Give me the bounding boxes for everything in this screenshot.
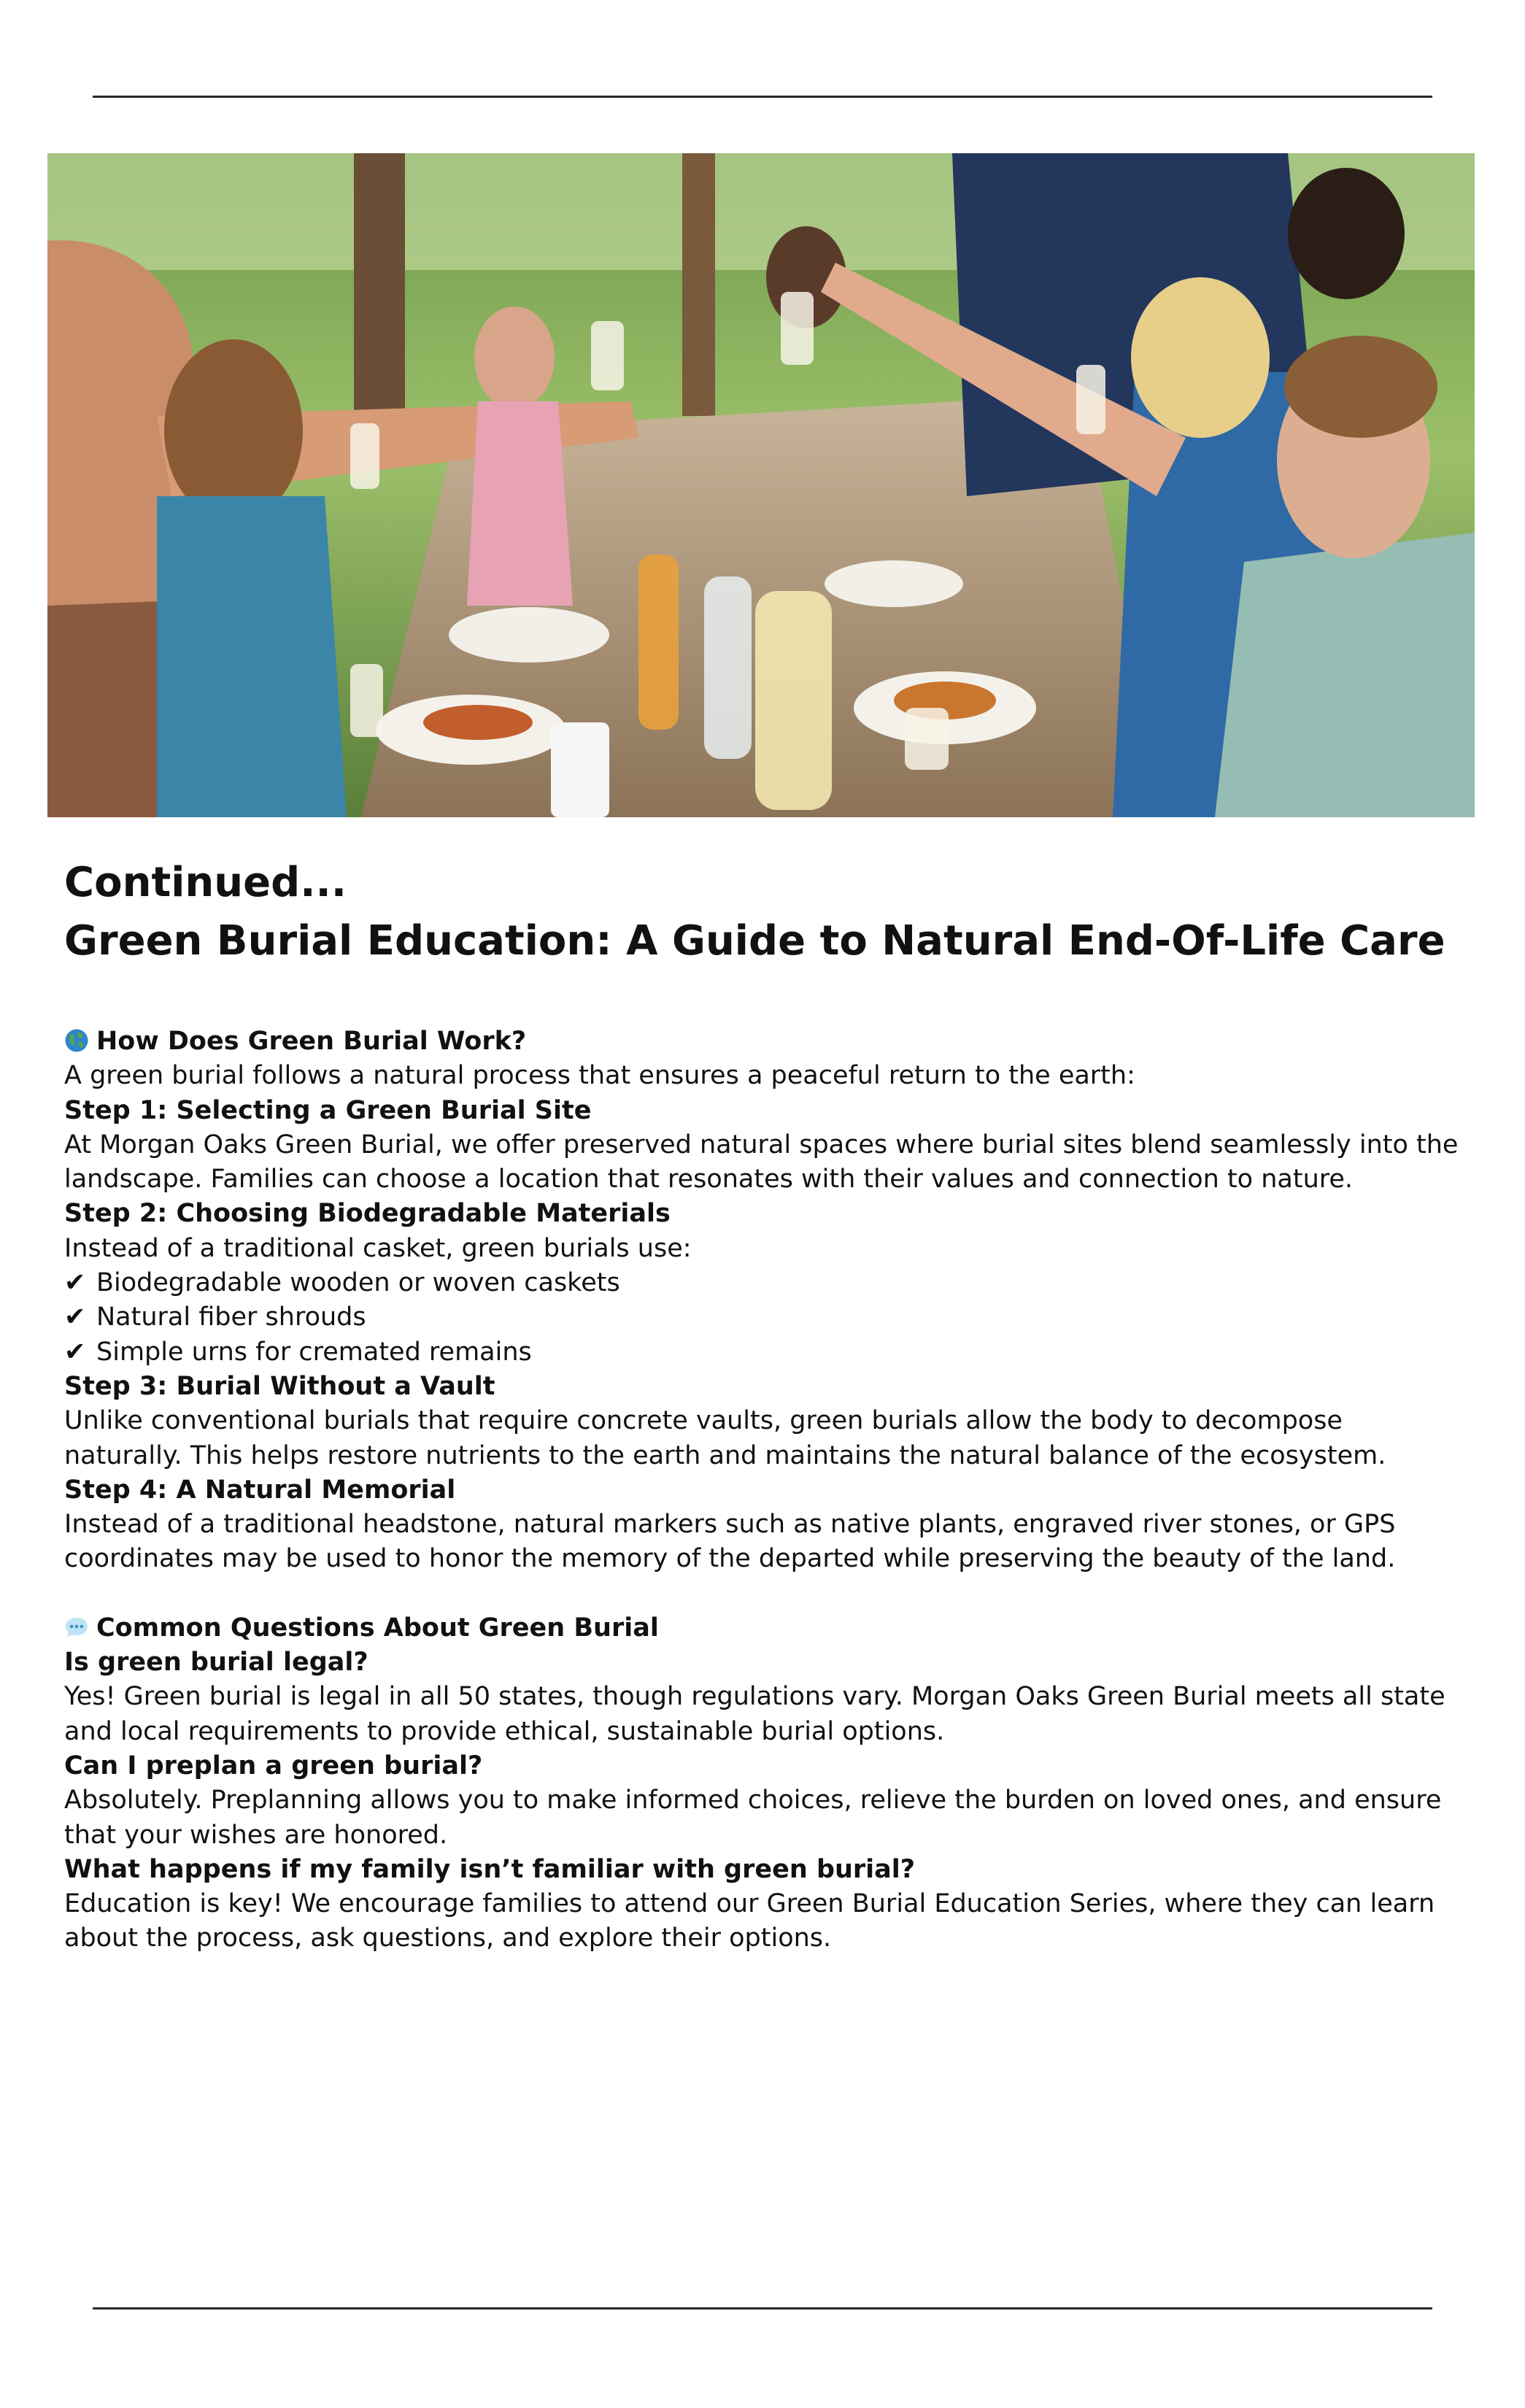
check-icon: ✔: [64, 1303, 86, 1332]
step4-line1: Instead of a traditional headstone, natural markers such as native plants, engraved river stones, or GPS: [64, 1510, 1396, 1540]
how-intro: A green burial follows a natural process that ensures a peaceful return to the earth:: [64, 1061, 1135, 1091]
section-spacer: [64, 1577, 1465, 1611]
faq-question-3: What happens if my family isn’t familiar with green burial?: [64, 1854, 916, 1884]
page-title: Green Burial Education: A Guide to Natural End-Of-Life Care: [64, 917, 1445, 965]
top-divider: [93, 96, 1432, 98]
section-heading-how: [64, 1024, 1465, 1059]
material-item-label: Simple urns for cremated remains: [96, 1337, 532, 1367]
step4-line2: coordinates may be used to honor the memory of the departed while preserving the beauty of the land.: [64, 1544, 1396, 1574]
faq-answer-3-line2: about the process, ask questions, and explore their options.: [64, 1923, 832, 1953]
check-icon: ✔: [64, 1337, 86, 1367]
material-item-label: Biodegradable wooden or woven caskets: [96, 1268, 620, 1298]
material-item: [64, 1300, 1465, 1335]
section-heading-how-text: How Does Green Burial Work?: [96, 1027, 527, 1056]
continued-label: Continued...: [64, 859, 347, 906]
step1-title: Step 1: Selecting a Green Burial Site: [64, 1095, 592, 1125]
section-heading-faq: [64, 1611, 1465, 1645]
faq-question-1: Is green burial legal?: [64, 1648, 368, 1678]
step4-title: Step 4: A Natural Memorial: [64, 1475, 456, 1505]
step2-intro: Instead of a traditional casket, green burials use:: [64, 1233, 692, 1263]
faq-answer-2-line2: that your wishes are honored.: [64, 1820, 448, 1850]
faq-answer-2-line1: Absolutely. Preplanning allows you to make informed choices, relieve the burden on loved ones, and ensure: [64, 1786, 1442, 1815]
step1-line2: landscape. Families can choose a location that resonates with their values and connection to nature.: [64, 1165, 1354, 1195]
step3-line2: naturally. This helps restore nutrients to the earth and maintains the natural balance of the ecosystem.: [64, 1440, 1386, 1470]
faq-question-2: Can I preplan a green burial?: [64, 1751, 483, 1780]
bottom-divider: [93, 2307, 1432, 2309]
faq-answer-1-line2: and local requirements to provide ethical, sustainable burial options.: [64, 1716, 945, 1746]
faq-answer-3-line1: Education is key! We encourage families to attend our Green Burial Education Series, where they can learn: [64, 1889, 1435, 1919]
material-item: [64, 1266, 1465, 1300]
material-item: [64, 1335, 1465, 1370]
step3-line1: Unlike conventional burials that require concrete vaults, green burials allow the body to decompose: [64, 1406, 1343, 1436]
material-item-label: Natural fiber shrouds: [96, 1303, 366, 1332]
faq-answer-1-line1: Yes! Green burial is legal in all 50 states, though regulations vary. Morgan Oaks Green Burial meets all state: [64, 1682, 1445, 1712]
check-icon: ✔: [64, 1268, 86, 1298]
step1-line1: At Morgan Oaks Green Burial, we offer preserved natural spaces where burial sites blend seamlessly into the: [64, 1130, 1459, 1159]
step3-title: Step 3: Burial Without a Vault: [64, 1371, 495, 1401]
section-heading-faq-text: Common Questions About Green Burial: [96, 1613, 659, 1643]
speech-bubble-icon: [64, 1615, 89, 1640]
step2-title: Step 2: Choosing Biodegradable Materials: [64, 1199, 671, 1229]
hero-photo: [47, 153, 1475, 817]
globe-icon: [64, 1028, 89, 1053]
